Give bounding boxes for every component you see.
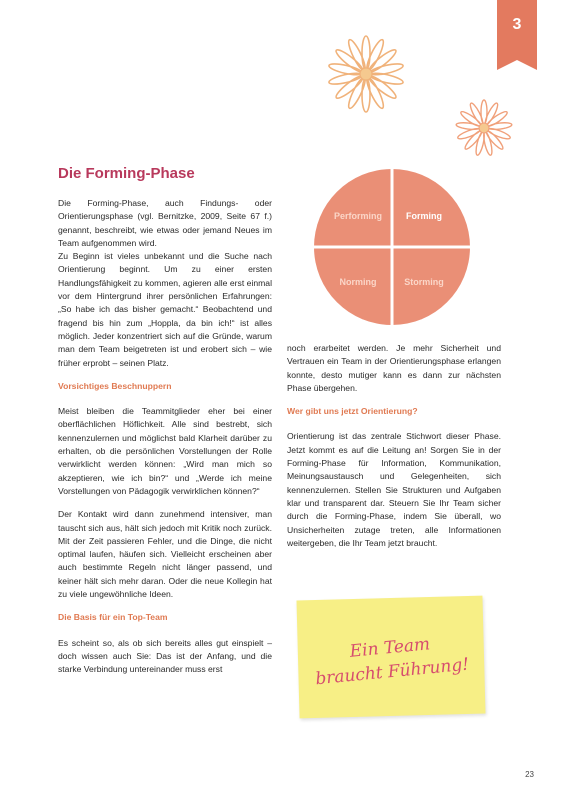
page-number: 23 — [525, 770, 534, 779]
sticky-note-line: Ein Team — [348, 634, 431, 662]
left-column — [58, 197, 272, 687]
quadrant-label-forming: Forming — [406, 211, 442, 221]
right-column — [287, 342, 501, 560]
paragraph: Es scheint so, als ob sich bereits alles gut einspielt – doch wissen auch Sie: Das ist der Anfang, und die starke Verbindung untereinander muss erst — [58, 637, 272, 675]
sticky-note-text — [296, 627, 486, 693]
chapter-tab — [497, 0, 537, 60]
paragraph: Orientierung ist das zentrale Stichwort dieser Phase. Jetzt kommt es auf die Leitung an! Sorgen Sie in der Forming-Phase für Information, Kommunikation, Meinungsaustausch und Gelegenheiten, sich kennenzulernen. Stellen Sie Strukturen und Aufgaben klar und transparent dar. Steuern Sie Ihr Team sicher durch die Forming-Phase, indem Sie überall, wo Unsicherheiten zutage treten, alle Informationen weitergeben, die Ihr Team jetzt braucht. — [287, 431, 501, 548]
flower-icon — [322, 30, 410, 118]
flower-icon — [451, 95, 517, 161]
phase-diagram — [312, 167, 472, 327]
page-title: Die Forming-Phase — [58, 165, 195, 182]
paragraph: Meist bleiben die Teammitglieder eher bei einer oberflächlichen Höflichkeit. Alle sind bestrebt, sich kennenzulernen und möglichst bald Klarheit darüber zu erhalten, ob die persönlichen Vorstellungen der Rolle verwirklicht werden können: „Wird man mich so akzeptieren, wie ich bin?“ und „Werde ich meine Vorstellungen von Pädagogik verwirklichen können?“ — [58, 406, 272, 496]
paragraph: Der Kontakt wird dann zunehmend intensiver, man tauscht sich aus, hält sich jedoch mit Kritik noch zurück. Mit der Zeit passieren Fehler, und die Dinge, die nicht optimal laufen, häufen sich. Vielleicht erscheinen aber auch bestimmte Regeln nicht länger passend, und keiner hält sich mehr daran. Oder die neue Kollegin hat zu viele ungewöhnliche Ideen. — [58, 509, 272, 600]
subheading: Die Basis für ein Top-Team — [58, 612, 168, 623]
quadrant-label-storming: Storming — [404, 277, 444, 287]
sticky-note — [296, 596, 485, 719]
quadrant-label-norming: Norming — [339, 277, 377, 287]
flower-petal — [362, 36, 370, 70]
quadrant-label-performing: Performing — [333, 211, 383, 221]
subheading: Wer gibt uns jetzt Orientierung? — [287, 406, 418, 417]
paragraph: Die Forming-Phase, auch Findungs- oder Orientierungsphase (vgl. Bernitzke, 2009, Seite 67 f.) genannt, beschreibt, wie etwas oder jemand Neues im Team aufgenommen wird. — [58, 198, 272, 248]
paragraph: Zu Beginn ist vieles unbekannt und die Suche nach Orientierung beginnt. Um zu einer ersten Handlungsfähigkeit zu kommen, agieren alle erst einmal vor dem Hintergrund ihrer persönlichen Erfahrungen: „So habe ich das bisher gemacht.“ Beobachtend und fragend bis hin zum „Hoppla, da bin ich!“ ist alles möglich. Jeder konzentriert sich auf die Gründe, warum man dem Team beigetreten ist und erobert sich – wie früher erprobt – seinen Platz. — [58, 251, 272, 368]
paragraph: noch erarbeitet werden. Je mehr Sicherheit und Vertrauen ein Team in der Orientierungsphase erlangen konnte, desto mutiger kann es dann zur nächsten Phase übergehen. — [287, 343, 501, 393]
sticky-note-line: braucht Führung! — [314, 654, 470, 690]
flower-petal — [362, 78, 370, 112]
subheading: Vorsichtiges Beschnuppern — [58, 380, 172, 391]
chapter-number: 3 — [512, 16, 522, 33]
